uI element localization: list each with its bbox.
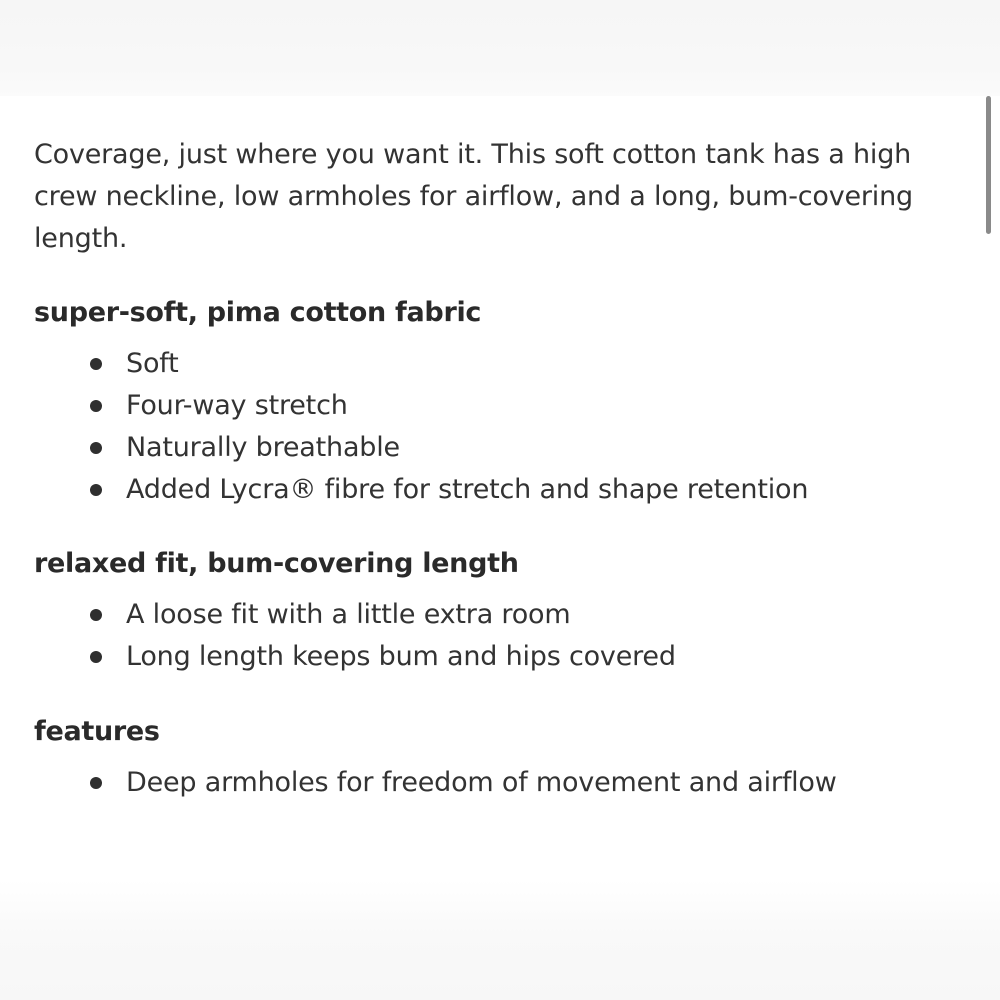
bullet-dot-icon	[90, 651, 102, 663]
scrollbar-thumb[interactable]	[986, 96, 991, 234]
list-item-text: Deep armholes for freedom of movement and airflow	[126, 767, 837, 798]
section-title-fabric: super-soft, pima cotton fabric	[34, 297, 482, 328]
list-item-text: A loose fit with a little extra room	[126, 599, 571, 630]
bottom-fade	[0, 880, 1000, 1000]
list-item-text: Soft	[126, 348, 179, 379]
product-description	[34, 134, 954, 804]
list-item	[126, 594, 954, 636]
bullet-dot-icon	[90, 484, 102, 496]
list-item	[126, 762, 954, 804]
section-list-features	[34, 762, 954, 804]
section-title-features: features	[34, 716, 160, 747]
list-item-text: Four-way stretch	[126, 390, 348, 421]
bullet-dot-icon	[90, 358, 102, 370]
list-item	[126, 343, 954, 385]
section-list-fabric	[34, 343, 954, 511]
list-item	[126, 385, 954, 427]
scrollbar[interactable]	[985, 96, 993, 236]
top-header-fade	[0, 0, 1000, 96]
list-item	[126, 636, 954, 678]
list-item	[126, 469, 954, 511]
bullet-dot-icon	[90, 609, 102, 621]
list-item	[126, 427, 954, 469]
description-intro: Coverage, just where you want it. This soft cotton tank has a high crew neckline, low armholes for airflow, and a long, bum-covering length.	[34, 139, 913, 254]
section-title-fit: relaxed fit, bum-covering length	[34, 548, 519, 579]
list-item-text: Long length keeps bum and hips covered	[126, 641, 676, 672]
list-item-text: Added Lycra® fibre for stretch and shape retention	[126, 474, 809, 505]
list-item-text: Naturally breathable	[126, 432, 400, 463]
bullet-dot-icon	[90, 400, 102, 412]
bullet-dot-icon	[90, 777, 102, 789]
section-list-fit	[34, 594, 954, 678]
bullet-dot-icon	[90, 442, 102, 454]
